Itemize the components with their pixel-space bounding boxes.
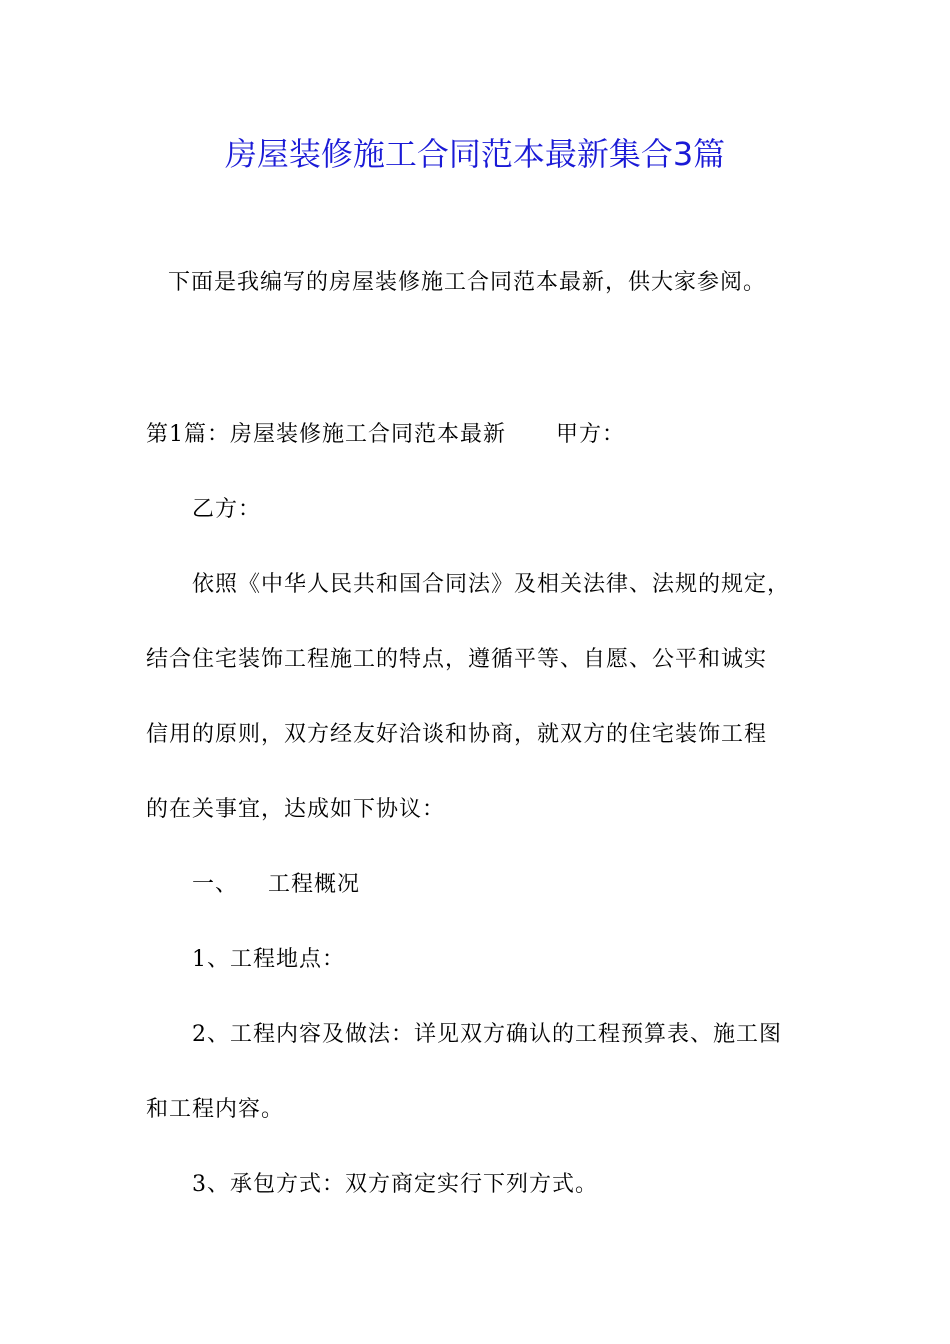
paragraph-line-4: 的在关事宜，达成如下协议： [146,797,446,822]
list-item-2-continued: 和工程内容。 [146,1097,285,1122]
section-title: 工程概况 [268,872,361,897]
section-heading [192,868,360,902]
part-heading: 第1篇：房屋装修施工合同范本最新 [146,422,506,447]
intro-text: 下面是我编写的房屋装修施工合同范本最新，供大家参阅。 [168,270,767,295]
party-a-label: 甲方： [556,422,626,447]
paragraph-line-1: 依照《中华人民共和国合同法》及相关法律、法规的规定， [192,572,791,597]
list-item-3: 3、承包方式：双方商定实行下列方式。 [192,1172,598,1197]
paragraph-line-2: 结合住宅装饰工程施工的特点，遵循平等、自愿、公平和诚实 [146,647,768,672]
party-b-label: 乙方： [192,497,262,522]
document-title: 房屋装修施工合同范本最新集合3篇 [224,135,726,173]
part-heading-line [146,418,625,452]
list-item-2: 2、工程内容及做法：详见双方确认的工程预算表、施工图 [192,1022,782,1047]
paragraph-line-3: 信用的原则，双方经友好洽谈和协商，就双方的住宅装饰工程 [146,722,768,747]
section-number: 一、 [192,872,239,897]
list-item-1: 1、工程地点： [192,947,345,972]
